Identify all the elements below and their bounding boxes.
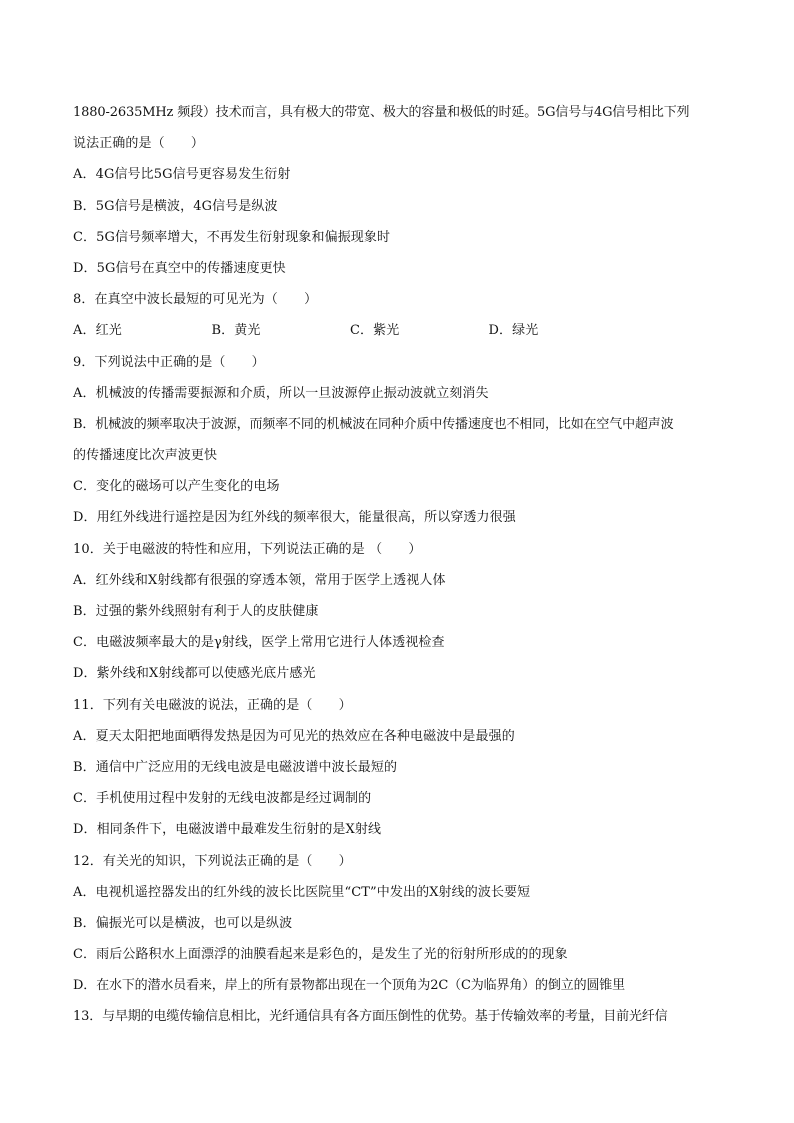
q11-option-b: B．通信中广泛应用的无线电波是电磁波谱中波长最短的	[73, 759, 398, 775]
q10-option-a: A．红外线和X射线都有很强的穿透本领，常用于医学上透视人体	[73, 572, 446, 588]
q7-stem-line-1: 1880-2635MHz 频段）技术而言，具有极大的带宽、极大的容量和极低的时延。5G信号与4G信号相比下列	[73, 105, 690, 120]
q9-stem: 9．下列说法中正确的是（ ）	[73, 354, 265, 370]
q12-stem: 12．有关光的知识，下列说法正确的是（ ）	[73, 853, 352, 869]
q11-option-d: D．相同条件下，电磁波谱中最难发生衍射的是X射线	[73, 822, 382, 838]
q7-stem-line-2: 说法正确的是（ ）	[73, 136, 205, 152]
q12-option-c: C．雨后公路积水上面漂浮的油膜看起来是彩色的，是发生了光的衍射所形成的的现象	[73, 947, 568, 963]
q10-option-c: C．电磁波频率最大的是γ射线，医学上常用它进行人体透视检查	[73, 635, 445, 651]
q9-option-c: C．变化的磁场可以产生变化的电场	[73, 479, 280, 495]
q8-option-d: D．绿光	[488, 323, 539, 339]
q9-option-b-line-1: B．机械波的频率取决于波源，而频率不同的机械波在同种介质中传播速度也不相同，比如在空气中超声波	[73, 416, 674, 432]
q7-option-a: A．4G信号比5G信号更容易发生衍射	[73, 167, 291, 183]
q7-option-c: C．5G信号频率增大，不再发生衍射现象和偏振现象时	[73, 229, 391, 245]
q9-option-b-line-2: 的传播速度比次声波更快	[73, 448, 218, 464]
q10-stem: 10．关于电磁波的特性和应用，下列说法正确的是 （ ）	[73, 541, 422, 557]
q12-option-d: D．在水下的潜水员看来，岸上的所有景物都出现在一个顶角为2C（C为临界角）的倒立的圆锥里	[73, 978, 625, 994]
q8-stem: 8．在真空中波长最短的可见光为（ ）	[73, 292, 318, 308]
document-body	[73, 97, 723, 1033]
q8-option-b: B．黄光	[211, 323, 261, 339]
q7-option-b: B．5G信号是横波，4G信号是纵波	[73, 198, 278, 214]
q12-option-a: A．电视机遥控器发出的红外线的波长比医院里“CT”中发出的X射线的波长要短	[73, 884, 531, 900]
q13-stem-line-1: 13．与早期的电缆传输信息相比，光纤通信具有各方面压倒性的优势。基于传输效率的考量，目前光纤信	[73, 1009, 668, 1025]
q8-options-row	[73, 315, 723, 346]
q11-option-a: A．夏天太阳把地面晒得发热是因为可见光的热效应在各种电磁波中是最强的	[73, 728, 515, 744]
q9-option-a: A．机械波的传播需要振源和介质，所以一旦波源停止振动波就立刻消失	[73, 385, 489, 401]
q8-option-c: C．紫光	[350, 323, 400, 339]
q12-option-b: B．偏振光可以是横波，也可以是纵波	[73, 915, 293, 931]
q9-option-d: D．用红外线进行遥控是因为红外线的频率很大，能量很高，所以穿透力很强	[73, 510, 516, 526]
q10-option-b: B．过强的紫外线照射有利于人的皮肤健康	[73, 604, 319, 619]
q7-option-d: D．5G信号在真空中的传播速度更快	[73, 260, 286, 276]
q11-option-c: C．手机使用过程中发射的无线电波都是经过调制的	[73, 791, 372, 807]
q8-option-a: A．红光	[73, 323, 122, 339]
q11-stem: 11．下列有关电磁波的说法，正确的是（ ）	[73, 697, 352, 713]
q10-option-d: D．紫外线和X射线都可以使感光底片感光	[73, 666, 316, 682]
